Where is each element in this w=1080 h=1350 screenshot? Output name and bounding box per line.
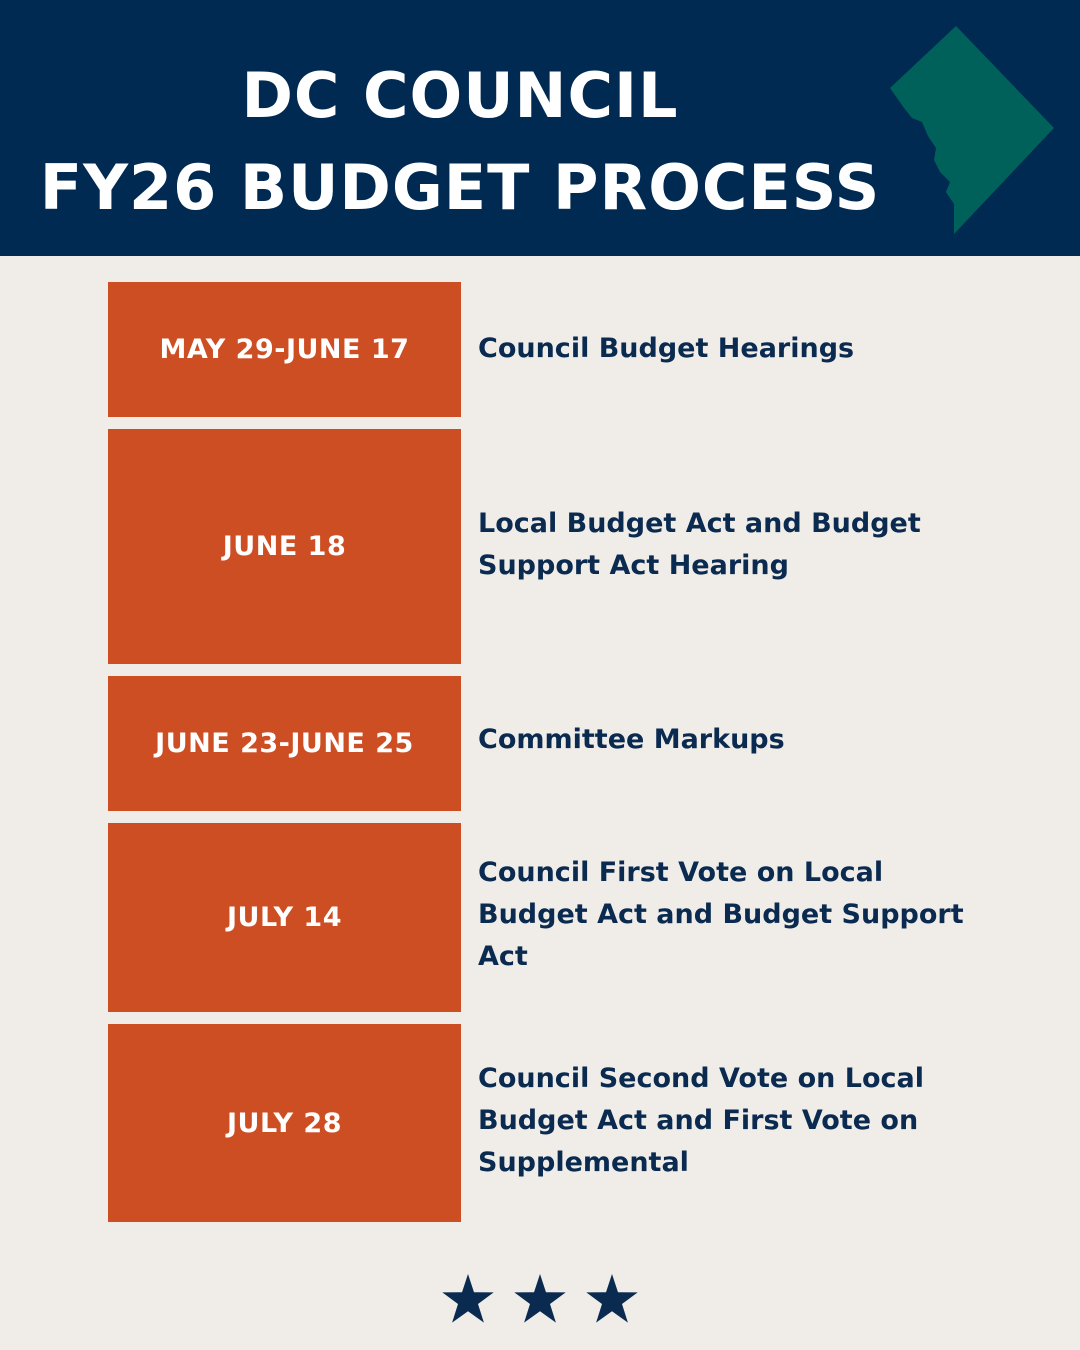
header-banner — [0, 0, 1080, 256]
dc-map-icon — [886, 22, 1058, 236]
page-title — [0, 50, 920, 234]
date-box: JUNE 18 — [108, 429, 461, 664]
date-box: JUNE 23-JUNE 25 — [108, 676, 461, 811]
star-icon — [514, 1274, 565, 1323]
timeline-row-1 — [108, 282, 988, 417]
timeline-row-4 — [108, 823, 988, 1012]
star-icon — [586, 1274, 637, 1323]
title-line-1: DC COUNCIL — [241, 59, 679, 132]
date-box: JULY 28 — [108, 1024, 461, 1222]
event-description: Council First Vote on Local Budget Act and Budget Support Act — [478, 857, 964, 972]
title-line-2: FY26 BUDGET PROCESS — [39, 151, 881, 224]
timeline-row-2 — [108, 429, 988, 664]
event-description: Committee Markups — [478, 724, 785, 755]
event-description: Council Second Vote on Local Budget Act and First Vote on Supplemental — [478, 1063, 924, 1178]
date-box: JULY 14 — [108, 823, 461, 1012]
stars-decoration — [440, 1272, 640, 1328]
timeline-row-3 — [108, 676, 988, 811]
event-description: Council Budget Hearings — [478, 333, 855, 364]
event-description: Local Budget Act and Budget Support Act Hearing — [478, 508, 921, 581]
date-box: MAY 29-JUNE 17 — [108, 282, 461, 417]
star-icon — [442, 1274, 493, 1323]
timeline-row-5 — [108, 1024, 988, 1222]
